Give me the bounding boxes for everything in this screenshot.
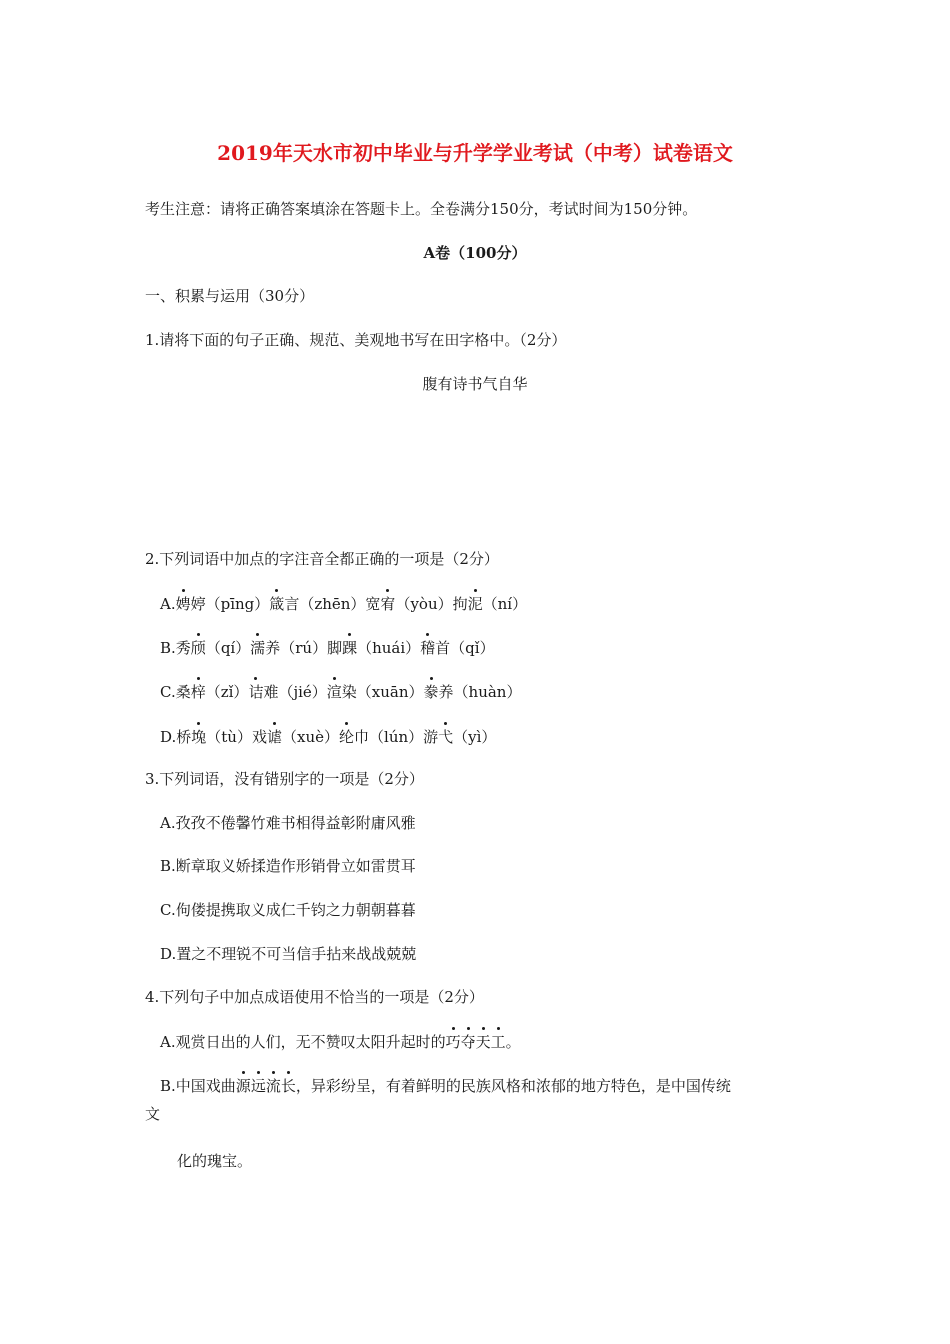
dotted-char: 夺 xyxy=(460,1033,476,1051)
question-3-stem: 3.下列词语，没有错别字的一项是（2分） xyxy=(145,770,424,788)
dotted-char: 箴 xyxy=(269,595,285,613)
question-3-option-b: B.断章取义娇揉造作形销骨立如雷贯耳 xyxy=(160,857,416,875)
question-1-stem: 1.请将下面的句子正确、规范、美观地书写在田字格中。（2分） xyxy=(145,331,567,349)
question-3-option-a: A.孜孜不倦馨竹难书相得益彰附庸风雅 xyxy=(160,814,416,832)
dotted-char: 泥 xyxy=(467,595,483,613)
dotted-idiom xyxy=(236,1077,296,1095)
question-2-option-c: C.桑梓（zǐ）诘难（jié）渲染（xuān）豢养（huàn） xyxy=(160,683,522,701)
dotted-char: 诘 xyxy=(248,683,264,701)
dotted-char: 远 xyxy=(250,1077,266,1095)
question-4-option-b-continued: 化的瑰宝。 xyxy=(177,1152,253,1170)
dotted-char: 堍 xyxy=(191,728,207,746)
dotted-char: 稽 xyxy=(420,639,436,657)
question-4-stem: 4.下列句子中加点成语使用不恰当的一项是（2分） xyxy=(145,988,484,1006)
dotted-char: 豢 xyxy=(423,683,439,701)
dotted-char: 弋 xyxy=(438,728,454,746)
question-2-option-d: D.桥堍（tù）戏谑（xuè）纶巾（lún）游弋（yì） xyxy=(160,728,497,746)
question-2-option-b: B.秀颀（qí）濡养（rú）脚踝（huái）稽首（qǐ） xyxy=(160,639,495,657)
question-4-option-b-wrap: 文 xyxy=(145,1105,161,1123)
dotted-char: 长 xyxy=(280,1077,296,1095)
dotted-char: 流 xyxy=(265,1077,281,1095)
question-2-option-a: A.娉婷（pīng）箴言（zhēn）宽宥（yòu）拘泥（ní） xyxy=(160,595,528,613)
question-4-option-a: A.观赏日出的人们，无不赞叹太阳升起时的巧夺天工。 xyxy=(160,1033,521,1051)
exam-notice: 考生注意：请将正确答案填涂在答题卡上。全卷满分150分，考试时间为150分钟。 xyxy=(145,200,698,218)
question-4-option-b: B.中国戏曲源远流长，异彩纷呈，有着鲜明的民族风格和浓郁的地方特色，是中国传统 xyxy=(160,1077,731,1095)
question-3-option-d: D.置之不理锐不可当信手拈来战战兢兢 xyxy=(160,945,417,963)
question-2-stem: 2.下列词语中加点的字注音全都正确的一项是（2分） xyxy=(145,550,499,568)
dotted-char: 源 xyxy=(235,1077,251,1095)
question-1-sentence: 腹有诗书气自华 xyxy=(422,375,528,393)
dotted-char: 宥 xyxy=(380,595,396,613)
dotted-char: 颀 xyxy=(190,639,206,657)
exam-title: 2019年天水市初中毕业与升学学业考试（中考）试卷语文 xyxy=(217,141,733,165)
dotted-char: 渲 xyxy=(326,683,342,701)
dotted-char: 谑 xyxy=(266,728,282,746)
question-3-option-c: C.佝偻提携取义成仁千钧之力朝朝暮暮 xyxy=(160,901,416,919)
dotted-idiom xyxy=(446,1033,506,1051)
dotted-char: 纶 xyxy=(339,728,355,746)
dotted-char: 踝 xyxy=(342,639,358,657)
part-one-heading: 一、积累与运用（30分） xyxy=(145,287,315,305)
dotted-char: 梓 xyxy=(190,683,206,701)
section-a-heading: A卷（100分） xyxy=(423,244,527,262)
dotted-char: 工 xyxy=(490,1033,506,1051)
dotted-char: 娉 xyxy=(175,595,191,613)
dotted-char: 天 xyxy=(475,1033,491,1051)
dotted-char: 濡 xyxy=(250,639,266,657)
dotted-char: 巧 xyxy=(445,1033,461,1051)
